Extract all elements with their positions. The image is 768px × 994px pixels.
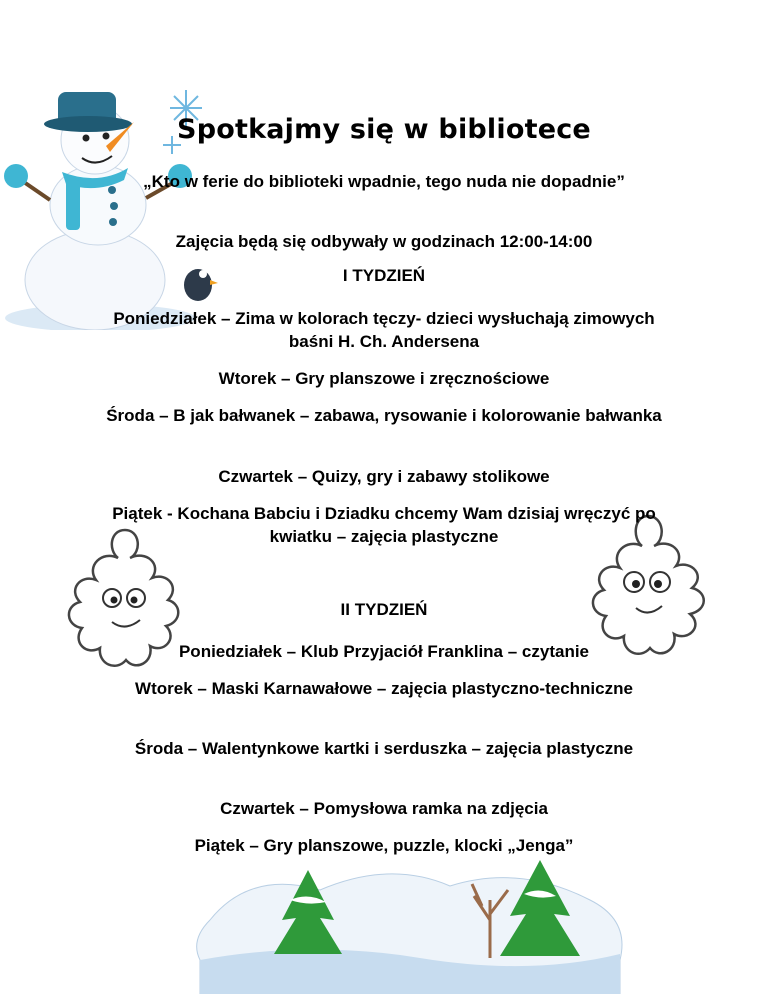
week-2-heading: II TYDZIEŃ — [340, 600, 428, 619]
week-1-wednesday: Środa – B jak bałwanek – zabawa, rysowanie i kolorowanie bałwanka — [106, 406, 662, 425]
week-1-thursday: Czwartek – Quizy, gry i zabawy stolikowe — [218, 467, 550, 486]
hours-info: Zajęcia będą się odbywały w godzinach 12:00-14:00 — [175, 232, 593, 251]
motto: „Kto w ferie do biblioteki wpadnie, tego nuda nie dopadnie” — [143, 172, 625, 191]
week-2-wednesday: Środa – Walentynkowe kartki i serduszka – zajęcia plastyczne — [134, 739, 634, 758]
week-1-monday: Poniedziałek – Zima w kolorach tęczy- dzieci wysłuchają zimowych baśni H. Ch. Andersena — [113, 309, 655, 351]
week-2-thursday: Czwartek – Pomysłowa ramka na zdjęcia — [220, 799, 548, 818]
week-2-friday: Piątek – Gry planszowe, puzzle, klocki „Jenga” — [194, 836, 574, 855]
week-2-tuesday: Wtorek – Maski Karnawałowe – zajęcia plastyczno-techniczne — [135, 679, 633, 698]
week-1-friday: Piątek - Kochana Babciu i Dziadku chcemy Wam dzisiaj wręczyć po kwiatku – zajęcia plastyczne — [112, 504, 656, 546]
week-2-monday: Poniedziałek – Klub Przyjaciół Franklina – czytanie — [178, 642, 590, 661]
page-title: Spotkajmy się w bibliotece — [177, 114, 591, 145]
week-1-heading: I TYDZIEŃ — [342, 266, 426, 285]
week-1-tuesday: Wtorek – Gry planszowe i zręcznościowe — [218, 369, 550, 388]
